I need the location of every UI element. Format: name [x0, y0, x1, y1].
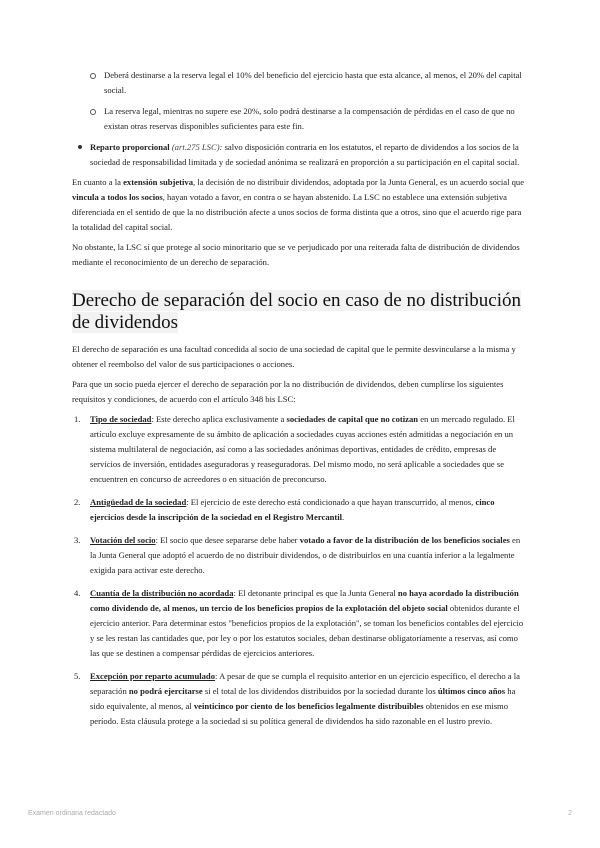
item-title: Antigüedad de la sociedad [90, 497, 187, 507]
bold-text: últimos cinco años [437, 686, 506, 696]
reparto-list [72, 140, 528, 170]
reparto-text: salvo disposición contraria en los estatutos, el reparto de dividendos a los socios de la sociedad de responsabilidad limitada y de sociedad anónima se realizará en proporción a su participación en el capital social. [90, 142, 520, 167]
bold-text: sociedades de capital que no cotizan [286, 414, 419, 424]
text: . [342, 512, 345, 522]
paragraph: El derecho de separación es una facultad concedida al socio de una sociedad de capital que le permite desvincularse a la misma y obtener el reembolso del valor de sus participaciones o acciones. [72, 344, 516, 369]
list-item [74, 533, 528, 578]
bold-text: extensión subjetiva [123, 177, 194, 187]
bold-text: no haya acordado la distribución como dividendo de, al menos, un tercio de los beneficios propios de la explotación del objeto social [90, 588, 519, 613]
page-number: 2 [568, 810, 572, 817]
paragraph: No obstante, la LSC sí que protege al socio minoritario que se ve perjudicado por una reiterada falta de distribución de dividendos mediante el reconocimiento de un derecho de separación. [72, 242, 520, 267]
list-number: 5. [74, 671, 81, 681]
text: en la Junta General que adoptó el acuerdo de no distribuir dividendos, o de distribuirlos en una cuantía inferior a la legalmente exigida para activar este derecho. [90, 535, 521, 575]
text: ha sido equivalente, al menos, al [90, 686, 516, 711]
item-title: Cuantía de la distribución no acordada [90, 588, 234, 598]
list-number: 3. [74, 535, 81, 545]
text: : El ejercicio de este derecho está condicionado a que hayan transcurrido, al menos, [186, 497, 476, 507]
paragraph [72, 175, 528, 235]
list-number: 2. [74, 497, 81, 507]
paragraph: Para que un socio pueda ejercer el derecho de separación por la no distribución de dividendos, deben cumplirse los siguientes requisitos y condiciones, de acuerdo con el artículo 348 bis LSC: [72, 379, 504, 404]
text: , hayan votado a favor, en contra o se hayan abstenido. La LSC no establece una extensión subjetiva diferenciada en el sentido de que la no distribución afecte a unos socios de forma distinta que a otros, sino que el acuerdo rige para la totalidad del capital social. [72, 192, 522, 232]
bold-text: cinco ejercicios desde la inscripción de la sociedad en el Registro Mercantil [90, 497, 495, 522]
text: : El socio que desee separarse debe haber [155, 535, 300, 545]
footer-title: Examen ordinaria redactado [28, 810, 116, 817]
section-heading [72, 290, 528, 334]
item-title: Excepción por reparto acumulado [90, 671, 216, 681]
reparto-label: Reparto proporcional [90, 142, 170, 152]
list-item [74, 586, 528, 661]
bold-text: veinticinco por ciento de los beneficios legalmente distribuibles [193, 701, 424, 711]
text: : Este derecho aplica exclusivamente a [151, 414, 287, 424]
page-footer [28, 810, 572, 817]
list-item [74, 495, 528, 525]
list-item: La reserva legal, mientras no supere ese 20%, solo podrá destinarse a la compensación de pérdidas en el caso de que no existan otras reservas disponibles suficientes para este fin. [104, 104, 528, 134]
list-item [74, 412, 528, 487]
list-item: Deberá destinarse a la reserva legal el 10% del beneficio del ejercicio hasta que esta alcance, al menos, el 20% del capital social. [104, 68, 528, 98]
text: si el total de los dividendos distribuidos por la sociedad durante los [202, 686, 438, 696]
list-item [74, 669, 528, 729]
document-page [72, 68, 528, 737]
text: : El detonante principal es que la Junta General [233, 588, 398, 598]
text: obtenidos durante el ejercicio anterior. Para determinar estos "beneficios propios de la explotación", se toman los beneficios contables del ejercicio y se les restan las cantidades que, por ley o por los estatutos sociales, deban destinarse obligatoriamente a reservas, así como las que se destinen a compensar pérdidas de ejercicios anteriores. [90, 603, 524, 658]
requirements-list [72, 412, 528, 729]
list-number: 4. [74, 588, 81, 598]
text: En cuanto a la [72, 177, 124, 187]
text: , la decisión de no distribuir dividendos, adoptada por la Junta General, es un acuerdo social que [193, 177, 525, 187]
bold-text: votado a favor de la distribución de los beneficios sociales [299, 535, 510, 545]
item-title: Tipo de sociedad [90, 414, 152, 424]
item-title: Votación del socio [90, 535, 156, 545]
text: en un mercado regulado. El artículo excluye expresamente de su ámbito de aplicación a sociedades cuyas acciones estén admitidas a negociación en un sistema multilateral de negociación, así como a las sociedades anónimas deportivas, entidades de crédito, empresas de servicios de inversión, entidades aseguradoras y reaseguradoras. Del mismo modo, no será aplicable a sociedades que se encuentren en concurso de acreedores o en situación de preconcurso. [90, 414, 515, 484]
list-number: 1. [74, 414, 81, 424]
text: obtenidos en ese mismo período. Esta cláusula protege a la sociedad si su política general de dividendos ha sido razonable en el lustro previo. [90, 701, 509, 726]
text: : A pesar de que se cumpla el requisito anterior en un ejercicio específico, el derecho a la separación [90, 671, 520, 696]
reserve-sublist [72, 68, 528, 134]
list-item [90, 140, 528, 170]
heading-text: Derecho de separación del socio en caso de no distribución de dividendos [72, 290, 521, 333]
reparto-ref: (art.275 LSC): [171, 142, 223, 152]
bold-text: no podrá ejercitarse [128, 686, 203, 696]
bold-text: vincula a todos los socios [72, 192, 163, 202]
